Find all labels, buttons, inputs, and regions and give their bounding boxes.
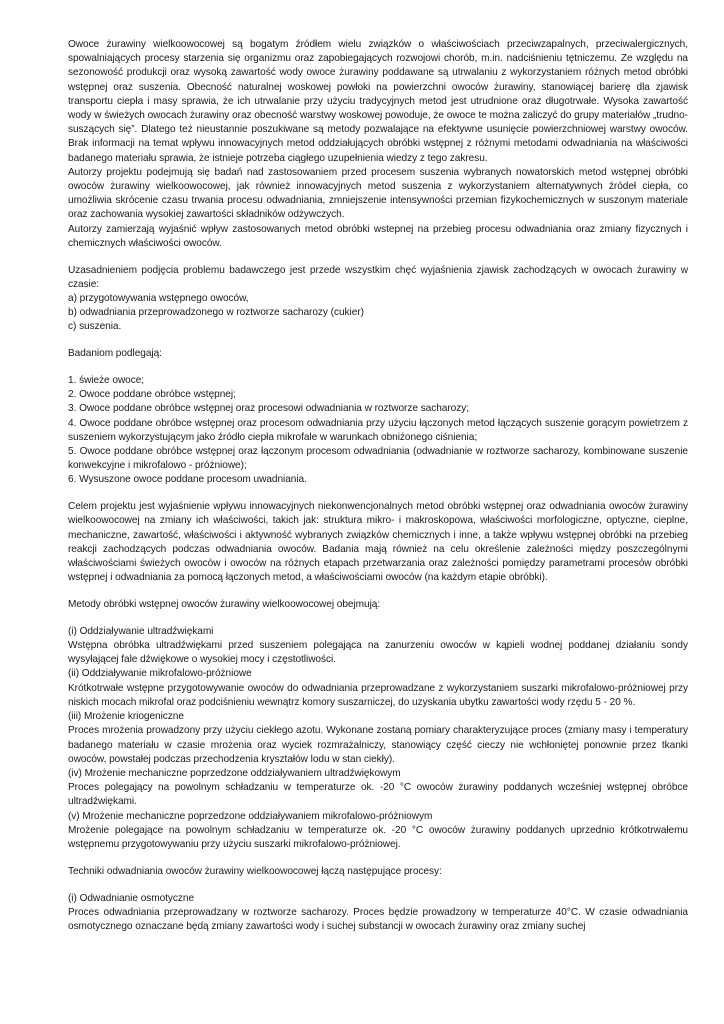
method-title: (iii) Mrożenie kriogeniczne: [68, 711, 184, 723]
method-title: (ii) Oddziaływanie mikrofalowo-próżniowe: [68, 668, 252, 680]
dehydration-lead: Techniki odwadniania owoców żurawiny wielkoowocowej łączą następujące procesy:: [68, 865, 442, 877]
justification-lead: Uzasadnieniem podjęcia problemu badawczego jest przede wszystkim chęć wyjaśnienia zjawisk zachodzących w owocach żurawiny w czasie:: [68, 264, 688, 290]
justification-item: c) suszenia.: [68, 321, 122, 333]
aim-paragraph: Celem projektu jest wyjaśnienie wpływu innowacyjnych niekonwencjonalnych metod obróbki wstępnej oraz odwadniania owoców żurawiny wielkoowocowej na zmiany ich właściwości, takich jak: struktura mikro- i makroskopowa, właściwości morfologiczne, optyczne, cieplne, mechaniczne, zawartość, właściwości i aktywność wybranych związków chemicznych i inne, a także wpływu wstępnej obróbki na przebieg reakcji zachodzących podczas odwadniania owoców. Badania mają również na celu określenie zależności między poszczególnymi właściwościami świeżych owoców i owoców na różnych etapach przetwarzania oraz zależności pomiędzy parametrami procesów obróbki wstępnej i odwadniania za pomocą łączonych metod, a właściwościami owoców (na każdym etapie obróbki).: [68, 501, 688, 584]
method-text: Proces polegający na powolnym schładzaniu w temperaturze ok. -20 °C owoców żurawiny poddanych wcześniej wstępnej obróbce ultradźwiękami.: [68, 782, 688, 808]
subjects-lead: Badaniom podlegają:: [68, 348, 162, 360]
method-title: (iv) Mrożenie mechaniczne poprzedzone oddziaływaniem ultradźwiękowym: [68, 767, 401, 779]
intro-paragraph-1: Owoce żurawiny wielkoowocowej są bogatym źródłem wielu związków o właściwościach przeciwzapalnych, przeciwalergicznych, spowalniających procesy starzenia się organizmu oraz zapobiegających rozwojowi chorób, m.in. nadciśnieniu tętniczemu. Ze względu na sezonowość produkcji oraz wysoką zawartość wody owoce żurawiny poddawane są utrwalaniu z wykorzystaniem różnych metod obróbki wstępnej oraz suszenia. Obecność naturalnej woskowej powłoki na powierzchni owoców żurawiny, stanowiącej barierę dla zjawisk transportu ciepła i masy sprawia, że ich utrwalanie przy użyciu tradycyjnych metod jest utrudnione oraz długotrwałe. Wysoka zawartość wody w świeżych owocach żurawiny oraz obecność warstwy woskowej powoduje, że owoce te można zaliczyć do grupy materiałów „trudno-suszących się”. Dlatego też nieustannie poszukiwane są metody pozwalające na efektywne usunięcie powierzchniowej warstwy owoców. Brak informacji na temat wpływu innowacyjnych metod oddziałujących obróbki wstępnej z różnymi metodami odwadniania na właściwości badanego materiału sprawia, że istnieje potrzeba ciągłego uzupełnienia wiedzy z tego zakresu.: [68, 39, 688, 164]
subjects-item: 2. Owoce poddane obróbce wstępnej;: [68, 389, 236, 401]
subjects-item: 3. Owoce poddane obróbce wstępnej oraz procesowi odwadniania w roztworze sacharozy;: [68, 403, 469, 415]
intro-paragraph-3: Autorzy zamierzają wyjaśnić wpływ zastosowanych metod obróbki wstepnej na przebieg procesu odwadniania oraz zmiany fizycznych i chemicznych właściwości owoców.: [68, 223, 688, 249]
dehydration-title: (i) Odwadnianie osmotyczne: [68, 892, 195, 904]
document-body: [68, 38, 688, 934]
subjects-item: 4. Owoce poddane obróbce wstępnej oraz procesom odwadniania przy użyciu łączonych metod łączących suszenie gorącym powietrzem z suszeniem wykorzystującym jako źródło ciepła mikrofale w warunkach obniżonego ciśnienia;: [68, 417, 688, 443]
justification-item: b) odwadniania przeprowadzonego w roztworze sacharozy (cukier): [68, 307, 364, 319]
subjects-item: 6. Wysuszone owoce poddane procesom uwadniania.: [68, 474, 307, 486]
dehydration-text: Proces odwadniania przeprowadzany w roztworze sacharozy. Proces będzie prowadzony w temperaturze 40°C. W czasie odwadniania osmotycznego oznaczane będą zmiany zawartości wody i suchej substancji w owocach żurawiny oraz zmiany suchej: [68, 906, 688, 932]
pretreatment-lead: Metody obróbki wstępnej owoców żurawiny wielkoowocowej obejmują:: [68, 599, 381, 611]
method-text: Proces mrożenia prowadzony przy użyciu ciekłego azotu. Wykonane zostaną pomiary charakteryzujące proces (zmiany masy i temperatury badanego materiału w czasie mrożenia oraz wyciek rozmrażalniczy, stanowiący część cieczy nie wchłoniętej ponownie przez tkanki owoców, powstałej podczas przechodzenia kryształów lodu w stan ciekły).: [68, 725, 688, 765]
method-text: Wstępna obróbka ultradźwiękami przed suszeniem polegająca na zanurzeniu owoców w kąpieli wodnej poddanej działaniu sondy wysyłającej fale dźwiękowe o wysokiej mocy i częstotliwości.: [68, 640, 688, 666]
justification-item: a) przygotowywania wstępnego owoców,: [68, 293, 249, 305]
method-title: (i) Oddziaływanie ultradźwiękami: [68, 625, 214, 637]
subjects-item: 1. świeże owoce;: [68, 375, 145, 387]
method-text: Krótkotrwałe wstępne przygotowywanie owoców do odwadniania przeprowadzane z wykorzystaniem suszarki mikrofalowo-próżniowej przy niskich mocach mikrofal oraz podciśnieniu wewnątrz komory suszarniczej, do uzyskania ubytku zawartości wody rzędu 5 - 20 %.: [68, 682, 688, 708]
intro-paragraph-2: Autorzy projektu podejmują się badań nad zastosowaniem przed procesem suszenia wybranych nowatorskich metod wstępnej obróbki owoców żurawiny wielkoowocowej, jak również innowacyjnych metod suszenia z wykorzystaniem alternatywnych źródeł ciepła, co umożliwia skrócenie czasu trwania procesu odwadniania, zmniejszenie intensywności przemian fizykochemicznych w suszonym materiale oraz zachowania wysokiej zawartości składników odżywczych.: [68, 166, 688, 221]
method-text: Mrożenie polegające na powolnym schładzaniu w temperaturze ok. -20 °C owoców żurawiny poddanych uprzednio krótkotrwałemu wstępnemu przygotowywaniu przy użyciu suszarki mikrofalowo-próżniowej.: [68, 824, 688, 850]
subjects-item: 5. Owoce poddane obróbce wstępnej oraz łączonym procesom odwadniania (odwadnianie w roztworze sacharozy, kombinowane suszenie konwekcyjne i mikrofalowo - próżniowe);: [68, 446, 688, 472]
method-title: (v) Mrożenie mechaniczne poprzedzone oddziaływaniem mikrofalowo-próżniowym: [68, 810, 433, 822]
